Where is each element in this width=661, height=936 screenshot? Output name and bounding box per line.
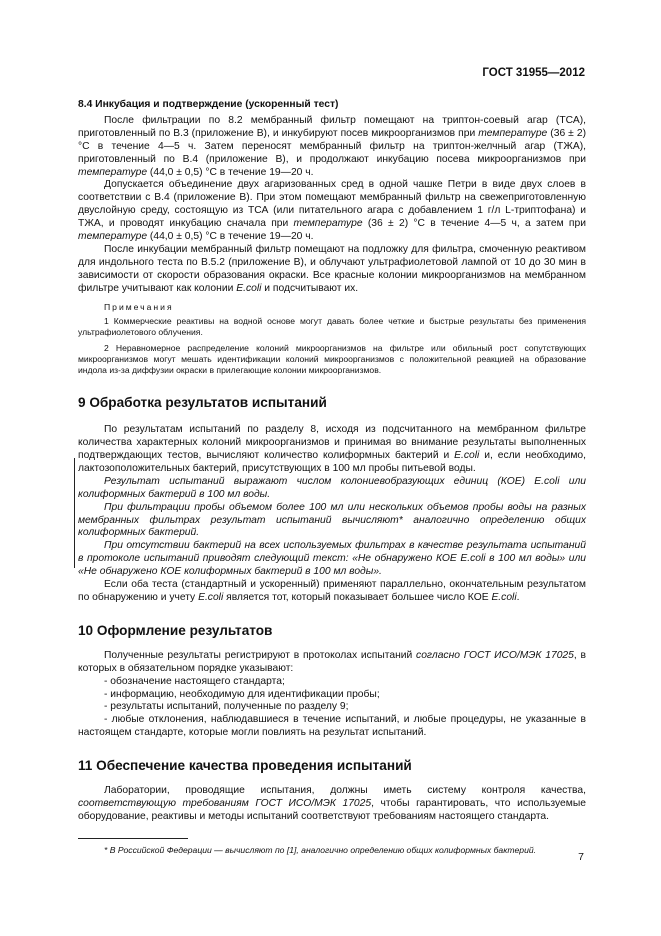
notes-block (78, 302, 586, 376)
change-bar (74, 458, 75, 568)
s9-paragraph-3: При фильтрации пробы объемом более 100 мл или нескольких объемов пробы воды на разных мембранных фильтрах результат испытаний вычисляют* аналогично определению общих колиформных бактерий. (78, 501, 586, 539)
page-number: 7 (578, 851, 584, 863)
s11-paragraph-1: Лаборатории, проводящие испытания, должны иметь систему контроля качества, соответствующую требованиям ГОСТ ИСО/МЭК 17025, чтобы гарантировать, что используемые оборудование, реактивы и методы испытаний соответствуют требованиям настоящего стандарта. (78, 785, 586, 822)
note-2: 2 Неравномерное распределение колоний микроорганизмов на фильтре или обильный рост сопутствующих микроорганизмов могут мешать идентификации колоний микроорганизмов с положительной реакцией на образование индола из-за диффузии окраски в прилегающие колонии микроорганизмов. (78, 343, 586, 375)
section-9-heading: 9 Обработка результатов испытаний (78, 395, 327, 411)
s10-paragraph-1: Полученные результаты регистрируют в протоколах испытаний согласно ГОСТ ИСО/МЭК 17025, в которых в обязательном порядке указывают: (78, 649, 586, 674)
section-8-4-heading: 8.4 Инкубация и подтверждение (ускоренный тест) (78, 99, 339, 110)
s84-paragraph-1: После фильтрации по 8.2 мембранный фильтр помещают на триптон-соевый агар (ТСА), приготовленный по В.3 (приложение В), и инкубируют посев микроорганизмов при температуре (36 ± 2) °С в течение 4—5 ч. Затем переносят мембранный фильтр на триптон-желчный агар (ТЖА), приготовленный по В.4 (приложение В), и продолжают инкубацию посева микроорганизмов при температуре (44,0 ± 0,5) °С в течение 19—20 ч. (78, 114, 586, 178)
note-1: 1 Коммерческие реактивы на водной основе могут давать более четкие и быстрые результаты без применения ультрафиолетового облучения. (78, 316, 586, 337)
s9-paragraph-1: По результатам испытаний по разделу 8, исходя из подсчитанного на мембранном фильтре количества характерных колоний микроорганизмов и принимая во внимание результаты выполненных подтверждающих тестов, вычисляют количество колиформных бактерий и E.coli и, если необходимо, лактозоположительных бактерий, присутствующих в 100 мл пробы питьевой воды. (78, 424, 586, 474)
list-item: - результаты испытаний, полученные по разделу 9; (104, 701, 349, 713)
s84-paragraph-3: После инкубации мембранный фильтр помещают на подложку для фильтра, смоченную реактивом для индольного теста по В.5.2 (приложение В), и облучают ультрафиолетовой лампой от 10 до 30 мин в зависимости от скорости образования окраски. Все красные колонии микроорганизмов на мембранном фильтре учитывают как колонии E.coli и подсчитывают их. (78, 243, 586, 294)
s9-paragraph-4: При отсутствии бактерий на всех используемых фильтрах в качестве результата испытаний в протоколе испытаний приводят следующий текст: «Не обнаружено КОЕ E.coli в 100 мл воды» или «Не обнаружено КОЕ колиформных бактерий в 100 мл воды». (78, 540, 586, 578)
list-item: - обозначение настоящего стандарта; (104, 675, 285, 687)
section-11-heading: 11 Обеспечение качества проведения испытаний (78, 758, 412, 774)
s9-paragraph-5: Если оба теста (стандартный и ускоренный) применяют параллельно, окончательным результатом по обнаружению и учету E.coli является тот, который показывает большее число КОЕ E.coli. (78, 579, 586, 603)
list-item: - информацию, необходимую для идентификации пробы; (104, 688, 380, 700)
list-item: - любые отклонения, наблюдавшиеся в течение испытаний, и любые процедуры, не указанные в настоящем стандарте, которые могли повлиять на результат испытаний. (78, 714, 586, 739)
s10-list (78, 676, 586, 715)
footnote: * В Российской Федерации — вычисляют по [1], аналогично определению общих колиформных бактерий. (104, 844, 537, 855)
notes-title: Примечания (104, 301, 174, 312)
footnote-separator (78, 838, 188, 839)
page-content (78, 99, 586, 856)
s84-paragraph-2: Допускается объединение двух агаризованных сред в одной чашке Петри в виде двух слоев в соответствии с В.4 (приложение В). При этом помещают мембранный фильтр на свежеприготовленную двуслойную среду, состоящую из ТСА (или питательного агара с добавлением 1 г/л L-триптофана) и ТЖА, и проводят инкубацию сначала при температуре (36 ± 2) °С в течение 4—5 ч, а затем при температуре (44,0 ± 0,5) °С в течение 19—20 ч. (78, 179, 586, 243)
section-10-heading: 10 Оформление результатов (78, 622, 273, 638)
s9-paragraph-2: Результат испытаний выражают числом колониевобразующих единиц (КОЕ) E.coli или колиформных бактерий в 100 мл воды. (78, 475, 586, 500)
standard-code: ГОСТ 31955—2012 (482, 67, 585, 79)
